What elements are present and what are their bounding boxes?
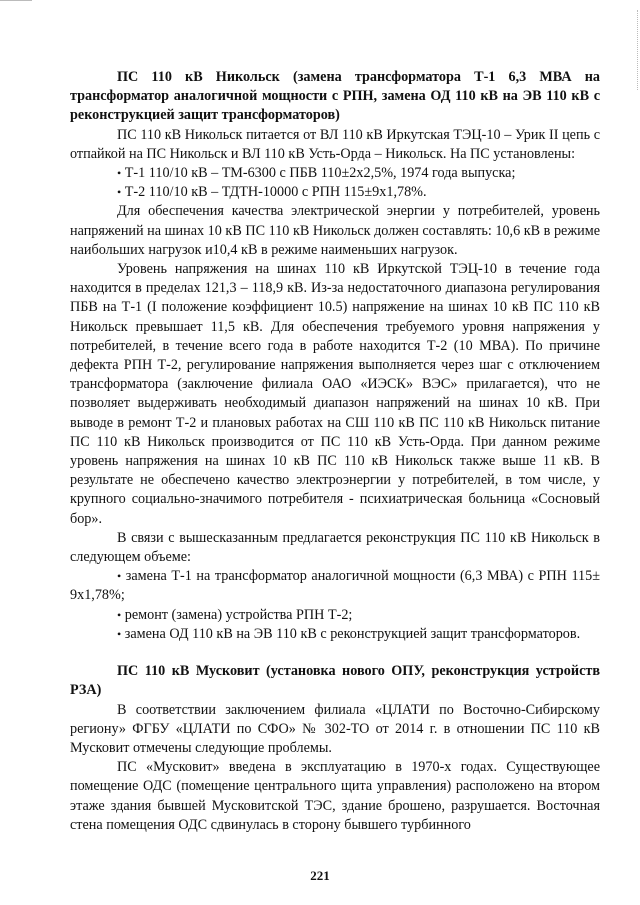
paragraph: В связи с вышесказанным предлагается реконструкция ПС 110 кВ Никольск в следующем объеме: [70, 529, 600, 566]
bullet-icon: • [117, 626, 122, 641]
bullet-icon: • [117, 607, 122, 622]
scan-edge-marks [633, 10, 638, 90]
bullet-item [70, 606, 600, 625]
scan-corner-mark [0, 0, 32, 1]
paragraph: ПС 110 кВ Никольск питается от ВЛ 110 кВ Иркутская ТЭЦ-10 – Урик II цепь с отпайкой на ПС Никольск и ВЛ 110 кВ Усть-Орда – Никольск. На ПС установлены: [70, 126, 600, 162]
paragraph: Для обеспечения качества электрической энергии у потребителей, уровень напряжений на шинах 10 кВ ПС 110 кВ Никольск должен составлять: 10,6 кВ в режиме наибольших нагрузок и10,4 кВ в режиме наименьших нагрузок. [70, 203, 600, 258]
bullet-icon: • [117, 185, 122, 200]
bullet-item [70, 625, 600, 644]
bullet-item [70, 183, 600, 202]
section-title-muskovit: ПС 110 кВ Мусковит (установка нового ОПУ, реконструкция устройств РЗА) [70, 663, 600, 699]
section-title-nikolsk: ПС 110 кВ Никольск (замена трансформатора Т-1 6,3 МВА на трансформатор аналогичной мощности с РПН, замена ОД 110 кВ на ЭВ 110 кВ с реконструкцией защит трансформаторов) [70, 69, 600, 124]
paragraph: Уровень напряжения на шинах 110 кВ Иркутской ТЭЦ-10 в течение года находится в пределах 121,3 – 118,9 кВ. Из-за недостаточного диапазона регулирования ПБВ на Т-1 (I положение коэффициент 10.5) напряжение на шинах 10 кВ ПС 110 кВ Никольск превышает 11,5 кВ. Для обеспечения требуемого уровня напряжения у потребителей, в течение всего года в работе находится Т-2 (10 МВА). По причине дефекта РПН Т-2, регулирование напряжения выполняется через шаг с отключением трансформатора (заключение филиала ОАО «ИЭСК» ВЭС» прилагается), что не позволяет выдерживать необходимый диапазон напряжений на шинах 10 кВ. При выводе в ремонт Т-2 и плановых работах на СШ 110 кВ ПС 110 кВ Никольск питание ПС 110 кВ Никольск производится от ПС 110 кВ Усть-Орда. При данном режиме уровень напряжения на шинах 10 кВ ПС 110 кВ Никольск также выше 11 кВ. В результате не обеспечено качество электроэнергии у потребителей, в том числе, у крупного социально-значимого потребителя - психиатрическая больница «Сосновый бор». [70, 261, 600, 527]
bullet-icon: • [117, 166, 122, 181]
paragraph: В соответствии заключением филиала «ЦЛАТИ по Восточно-Сибирскому региону» ФГБУ «ЦЛАТИ по СФО» № 302-ТО от 2014 г. в отношении ПС 110 кВ Мусковит отмечены следующие проблемы. [70, 701, 600, 756]
bullet-text: Т-2 110/10 кВ – ТДТН-10000 с РПН 115±9х1,78%. [124, 184, 427, 201]
bullet-text: Т-1 110/10 кВ – ТМ-6300 с ПБВ 110±2х2,5%, 1974 года выпуска; [124, 165, 516, 182]
bullet-text: замена ОД 110 кВ на ЭВ 110 кВ с реконструкцией защит трансформаторов. [124, 625, 581, 642]
bullet-item [70, 164, 600, 183]
bullet-item [70, 567, 600, 605]
document-page [70, 68, 600, 835]
bullet-text: ремонт (замена) устройства РПН Т-2; [124, 606, 353, 623]
section-gap [70, 644, 600, 662]
bullet-icon: • [117, 569, 122, 584]
page-number: 221 [310, 868, 330, 883]
bullet-text: замена Т-1 на трансформатор аналогичной мощности (6,3 МВА) с РПН 115± 9х1,78%; [70, 568, 601, 604]
paragraph: ПС «Мусковит» введена в эксплуатацию в 1970-х годах. Существующее помещение ОДС (помещение центрального щита управления) расположено на втором этаже здания бывшей Мусковитской ТЭС, здание брошено, разрушается. Восточная стена помещения ОДС сдвинулась в сторону бывшего турбинного [70, 759, 600, 833]
